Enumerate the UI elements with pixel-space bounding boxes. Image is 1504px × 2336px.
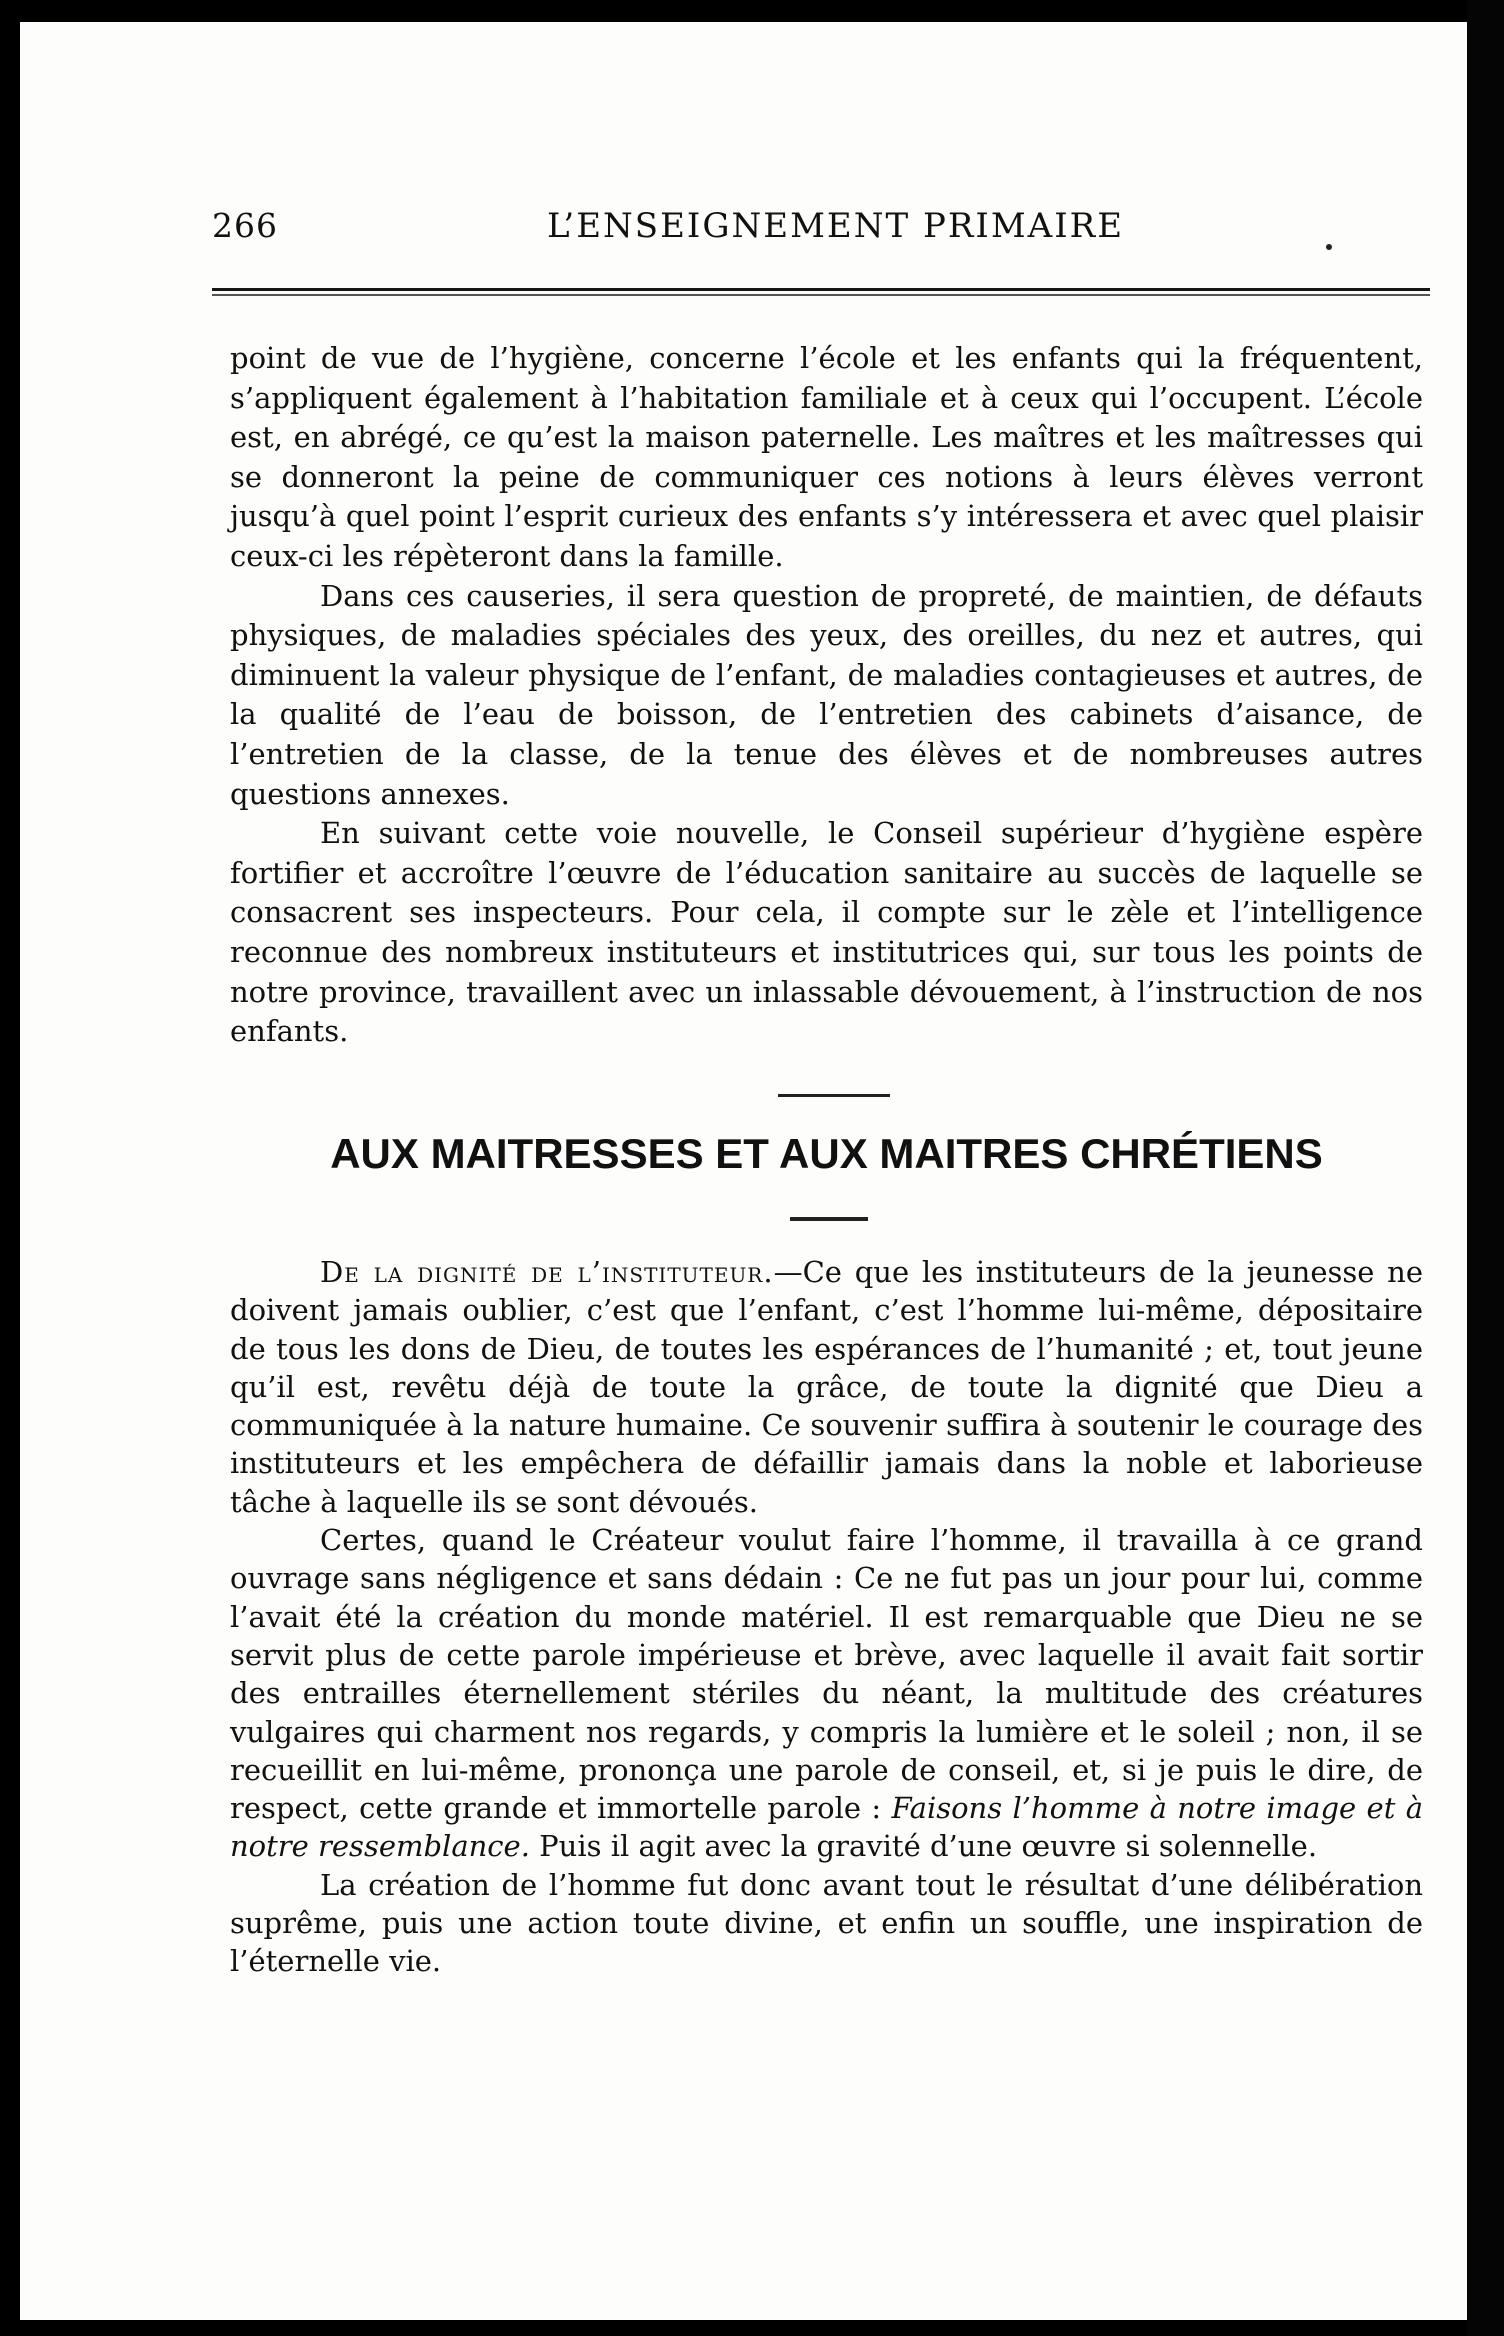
paragraph-dignite-text: —Ce que les instituteurs de la jeunesse ne doivent jamais oublier, c’est que l’enfant, c’est l’homme lui-même, dépositaire de tous les dons de Dieu, de toutes les espérances de l’humanité ; et, tout jeune qu’il est, revêtu déjà de toute la grâce, de toute la dignité que Dieu a communiquée à la nature humaine. Ce souvenir suffira à soutenir le courage des instituteurs et les empêchera de défaillir jamais dans la noble et laborieuse tâche à laquelle ils se sont dévoués. [230, 1255, 1423, 1519]
quoted-phrase: Faisons l’homme à notre image et à notre ressemblance. [230, 1791, 1423, 1864]
article-body [230, 1253, 1423, 1981]
paragraph-dignite [230, 1253, 1423, 1521]
paragraph-createur [230, 1521, 1423, 1866]
paragraph-conseil: En suivant cette voie nouvelle, le Conseil supérieur d’hygiène espère fortifier et accroître l’œuvre de l’éducation sanitaire au succès de laquelle se consacrent ses inspecteurs. Pour cela, il compte sur le zèle et l’intelligence reconnue des nombreux instituteurs et institutrices qui, sur tous les points de notre province, travaillent avec un inlassable dévouement, à l’instruction de nos enfants. [230, 816, 1423, 1049]
journal-title: L’ENSEIGNEMENT PRIMAIRE [547, 206, 1125, 246]
article-title: AUX MAITRESSES ET AUX MAITRES CHRÉTIENS [330, 1130, 1323, 1177]
header-double-rule [212, 288, 1430, 296]
paragraph-continued: point de vue de l’hygiène, concerne l’école et les enfants qui la fréquentent, s’appliquent également à l’habitation familiale et à ceux qui l’occupent. L’école est, en abrégé, ce qu’est la maison paternelle. Les maîtres et les maîtresses qui se donneront la peine de communiquer ces notions à leurs élèves verront jusqu’à quel point l’esprit curieux des enfants s’y intéressera et avec quel plaisir ceux-ci les répèteront dans la famille. [230, 341, 1423, 573]
paragraph-lead: De la dignité de l’instituteur. [320, 1255, 774, 1289]
continued-text [230, 339, 1423, 1052]
page-number: 266 [212, 206, 278, 245]
paragraph-createur-end: Puis il agit avec la gravité d’une œuvre si solennelle. [529, 1829, 1318, 1864]
section-separator-rule [778, 1094, 890, 1097]
paragraph-causeries: Dans ces causeries, il sera question de propreté, de maintien, de défauts physiques, de maladies spéciales des yeux, des oreilles, du nez et autres, qui diminuent la valeur physique de l’enfant, de maladies contagieuses et autres, de la qualité de l’eau de boisson, de l’entretien des cabinets d’aisance, de l’entretien de la classe, de la tenue des élèves et de nombreuses autres questions annexes. [230, 578, 1423, 811]
title-underline-rule [790, 1217, 868, 1221]
paragraph-creation: La création de l’homme fut donc avant tout le résultat d’une délibération suprême, puis une action toute divine, et enfin un souffle, une inspiration de l’éternelle vie. [230, 1867, 1423, 1979]
paragraph-createur-text: Certes, quand le Créateur voulut faire l’homme, il travailla à ce grand ouvrage sans négligence et sans dédain : Ce ne fut pas un jour pour lui, comme l’avait été la création du monde matériel. Il est remarquable que Dieu ne se servit plus de cette parole impérieuse et brève, avec laquelle il avait fait sortir des entrailles éternellement stériles du néant, la multitude des créatures vulgaires qui charment nos regards, y compris la lumière et le soleil ; non, il se recueillit en lui-même, prononça une parole de conseil, et, si je puis le dire, de respect, cette grande et immortelle parole : [230, 1523, 1423, 1826]
scan-edge [1467, 0, 1504, 2336]
ink-dot [1326, 244, 1332, 250]
running-head [212, 206, 1442, 256]
